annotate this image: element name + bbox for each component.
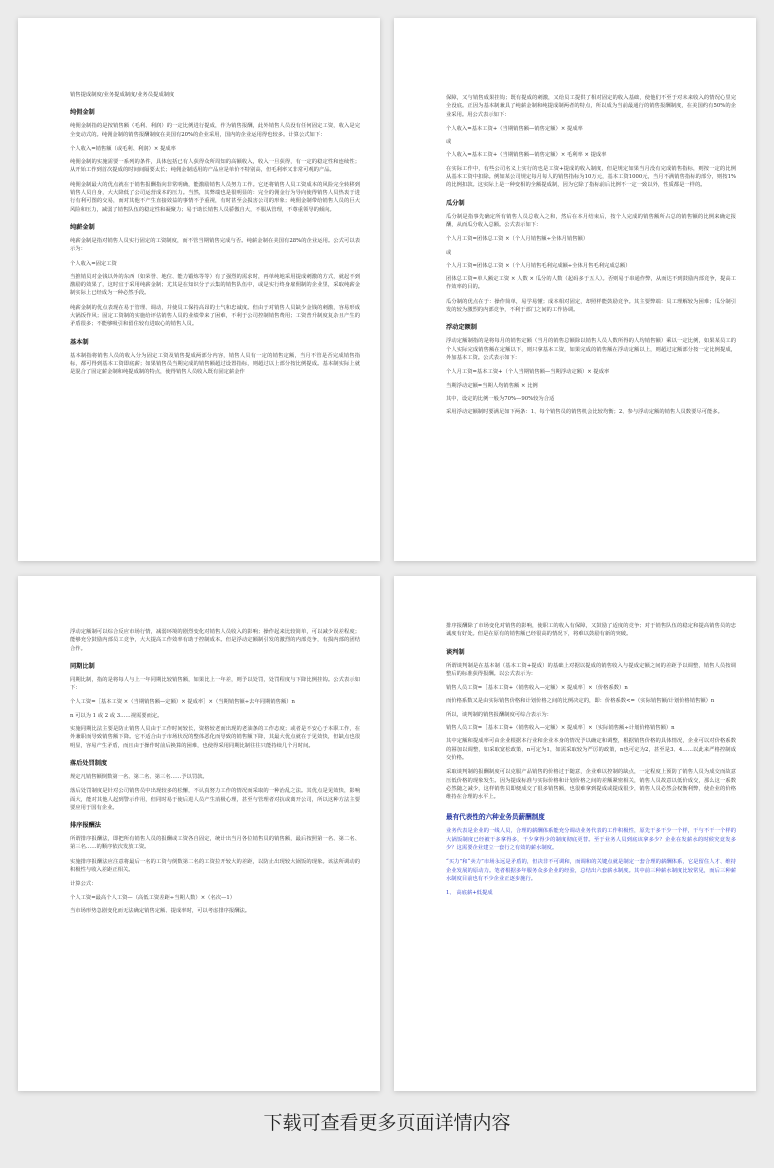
paragraph: 浮动定额制指的是将每月的销售定额（当月的销售总额除以销售人员人数所得的人均销售额）乘以一定比例，如果某员工的个人实际完成销售额在定额以下，则只拿基本工资，如果完成的销售额在浮动定额以上，则超过定额部分按一定比例提成，外加基本工资。公式表示如下： [446,338,736,361]
paragraph: 规定凡销售额倒数第一名、第二名、第三名……予以罚款。 [70,773,208,780]
formula-line: 个人收入=基本工资+（当期销售额—销售定额）× 提成率 [446,125,583,132]
page-4-content [446,622,736,903]
document-page-1 [18,18,380,561]
formula-line: 个人收入=销售额（或毛利、利润）× 提成率 [70,145,176,152]
section-heading: 同期比制 [70,662,95,670]
paragraph: 所谓排序报酬法，即把所有销售人员的报酬或工资各自固定，统计出当月各位销售员的销售额，最后按照第一名、第二名、第三名……的顺序依次发放工资。 [70,836,360,851]
formula-line: 个人月工资=团体总工资 ×（个人月销售毛利完成额÷全体月售毛利完成总额） [446,262,631,269]
section-heading: 落后处罚制度 [70,759,108,767]
section-heading: 最有代表性的六种业务员薪酬制度 [446,813,545,822]
page-2-content [446,94,736,422]
document-page-3 [18,576,380,1091]
paragraph: 瓜分制是指事先确定所有销售人员总收入之和，然后在本月结束后，按个人完成的销售额所占总的销售额的比例来确定报酬，从而瓜分收入总额。公式表示如下： [446,213,736,228]
paragraph: 排序报酬除了市场变化对销售的影响，使职工的收入有保障，又鼓励了适度的竞争；对于销售队伍的稳定和提高销售员的忠诚度有好处。但是在原有的销售额已经很高的情况下，将难以鼓励有新的突破。 [446,623,736,638]
formula-line: 所以，谈判制的销售报酬制度可综合表示为： [446,711,552,718]
section-heading: 纯薪金制 [70,223,95,231]
formula-line: 或 [446,139,452,146]
formula-line: 销售人员工资=［基本工资+（销售收入—定额）× 提成率］×（价格系数）n [446,685,628,692]
formula-line: 个人月工资=团体总工资 ×（个人月销售额÷全体月销售额） [446,236,589,243]
paragraph: 业务代表是企业的一线人员，合理的薪酬体系能充分调动业务代表的工作积极性，原先干多干少一个样，干与不干一个样的大锅饭制度已经被干多拿得多，干少拿得少的制度彻底更替。至于业务人员到底该拿多少？企业在发薪水的时候究竟发多少？这需要企业建立一套行之有效的薪水制度。 [446,828,736,852]
paragraph: 落后处罚制度是针对公司销售员中出现较多的松懈，不认真努力工作的情况而采取的一种治乱之法。其优点是见效快，影响面大，能对其他人起到警示作用，但同时易于使后进人员产生消极心理，甚至与管理者对抗或离开公司，所以这种方法主要要应用于国有企业。 [70,788,360,811]
formula-line: 计算公式： [70,881,97,888]
paragraph: 销售提成制度/业务提成制度/业务员提成制度 [70,92,175,98]
paragraph: “买力”和“卖力”市场永远是矛盾的，但决非不可调和，而调和的关键点就是制定一套合理的薪酬体系，它是留住人才、维持企业发展的原动力。笔者根据多年服务众多企业的经验，总结出六套薪水制度。其中前三种薪水制度比较常见，而后三种薪水制度目前也有不少企业正逐步施行。 [446,859,736,882]
formula-line: 个人收入=固定工资 [70,260,117,267]
paragraph: 采取谈判制的报酬制度可以克服产品销售的价格过于随意，企业难以控制的缺点，一定程度上预防了销售人员为成交而故意压低价格的现象发生。因为提成标准与实际价格和计划价格之间的差额紧密相关，销售人员故意以低价成交，那么这一系数必然随之减少，这样销售员即便成交了很多销售额，也很难拿到提成或提成很少，销售人员必然会权衡利弊，使企业的价格维持在合理的水平上。 [446,769,736,801]
formula-line: 当期浮动定额=当期人均销售额 × 比例 [446,382,538,389]
section-heading: 纯佣金制 [70,109,95,117]
paragraph: 同期比制，指的是将每人与上一年同期比较销售额，如果比上一年差，则予以处罚，处罚程度与下降比例挂钩。公式表示如下： [70,676,360,692]
document-page-2 [394,18,756,561]
formula-line: 其中，设定的比例一般为70%—90%较为合适 [446,395,555,402]
section-heading: 基本制 [70,338,89,346]
section-heading: 浮动定额制 [446,324,477,332]
paragraph: 实施同期比法主要是防止销售人员由于工作时间较长，资格较老而出现的老油条的工作态度；或者是不安心于本职工作，在外兼职而导致销售额下降。它不适合由于市场状况的整体恶化而导致的销售额下降，其最大优点就在于见效快，但缺点也很明显，容易产生矛盾，而且由于操作时前后换算的困难，也使得采用同期比制往往只能持续几个月时间。 [70,726,360,749]
paragraph: 纯佣金制的实施需要一系列的条件，具体包括已有人获得众所周知的高额收入，收入一旦获得，有一定的稳定性和连续性；从开始工作到首次提成的时间间隔要太长；纯佣金制适用的产品应是单价不特别高，但毛利率又非常可观的产品。 [70,159,360,174]
paragraph: 保障，又与销售成果挂钩；既有提成的刺激，又给员工提供了相对固定的收入基础，使他们不至于对未来收入的情况心里完全没底。正因为基本制兼具了纯薪金制和纯提成制两者的特点，所以成为当前最通行的销售报酬制度，在美国约有50%的企业采用。用公式表示如下： [446,95,736,118]
paragraph: 当市场形势急剧变化而无法确定销售定额、提成率时，可以考虑排序报酬法。 [70,907,251,914]
paragraph: 所谓谈判制是在基本制（基本工资+提成）的基础上对据以提成的销售收入与提成定额之间的差距予以调整，销售人员按调整后的标准获得报酬。以公式表示为： [446,662,736,677]
paragraph: 纯佣金制最大的优点就在于销售报酬指向非常明确，能激励销售人员努力工作。它还将销售人员工资成本的风险完全转移到销售人员自身，大大降低了公司运营成本的压力。当然，其弊端也是很明显的：完全的佣金行为导向使得销售人员热衷于进行有利可图的交易，而对其他不产生直接效益的事情不予重视，有时甚至会损害公司的形象；纯佣金制带给销售人员的巨大风险和压力，减弱了销售队伍的稳定性和凝聚力；易于助长销售人员骄傲自大，不服从管理，不尊重领导的倾向。 [70,181,360,213]
formula-line: 个人月工资=基本工资+（个人当期销售额—当期浮动定额）× 提成率 [446,369,610,376]
formula-line: 1、 高底薪+低提成 [446,890,493,897]
formula-line: 个人收入=基本工资+（当期销售额—销售定额）× 毛利率 × 提成率 [446,152,607,159]
section-heading: 谈判制 [446,648,465,656]
formula-line: n 可以为 1 或 2 或 3……视需要而定。 [70,712,163,719]
page-1-content [70,91,360,383]
paragraph: 当推销员对金钱以外的东西（如荣誉、地位、能力锻炼等等）有了强烈的需求时，再单纯地采用提成刺激的方式，就起不到激励的效果了，这时宜于采用纯薪金制；尤其是在知识分子云集的销售队伍中，或是实行终身雇佣制的企业里，采取纯薪金制实际上已经成为一种必然手段。 [70,273,360,297]
paragraph: 实施排序报酬法应注意将最后一名的工资与倒数第二名的工资拉开较大的差距，以防止出现较大锅饭的现象。该法所调动的积极性与收入差距正相关。 [70,858,360,874]
download-caption[interactable]: 下载可查看更多页面详情内容 [263,1112,511,1134]
formula-line: 个人工资=［基本工资 ×（当期销售额—定额）× 提成率］×（当期销售额÷去年同期销售额）n [70,699,295,706]
paragraph: 采用浮动定额制时要满足如下两条：1、每个销售员的销售机会比较均衡；2、参与浮动定额的销售人员数要尽可能多。 [446,409,723,416]
paragraph: 在实际工作中，有些公司名义上实行的也是工资+提成的收入制度，但是规定如果当月没有完成销售指标，则按一定的比例从基本工资中扣除。例如某公司规定每月每人的销售指标为10万元，基本工资1000元，当月不满销售指标的部分，则按1%的比例扣款。这实际上是一种变相的全额提成制，因为它除了指标前后比例不一定一致以外，性质都是一样的。 [446,165,736,189]
page-3-content [70,628,360,921]
formula-line: 而价格系数又是由实际销售价格和计划价格之间的比例决定的，即：价格系数<=（实际销售额/计划价格销售额）n [446,698,715,705]
section-heading: 排序报酬法 [70,822,101,830]
document-page-4 [394,576,756,1091]
paragraph: 纯佣金制指的是按销售额（毛利、利润）的一定比例进行提成，作为销售报酬，此外销售人员没有任何固定工资，收入是完全变动式的。纯佣金制的销售报酬制度在美国有20%的企业采用，国内的企业运用得也较多。计算公式如下： [70,123,360,138]
paragraph: 纯薪金制是指对销售人员实行固定的工资制度，而不管当期销售完成与否。纯薪金制在美国有28%的企业运用。公式可以表示为： [70,237,360,253]
paragraph: 纯薪金制的优点表现在易于管理、调动，并使员工保持高昂的士气和忠诚度。但由于对销售人员缺少金钱的刺激，容易形成大锅饭作风；固定工资制的实施给评估销售人员的业绩带来了困难，不利于公司控制销售费用；工资普升制度复杂且产生的矛盾很多；不能够吸引和留住较有进取心的销售人员。 [70,304,360,328]
formula-line: 个人工资=最高个人工资—（高低工资差距÷当期人数）×（名次—1） [70,894,235,901]
section-heading: 瓜分制 [446,199,465,207]
paragraph: 团体总工资=单人额定工资 × 人数 × 瓜分的人数（起码多于五人）。否则易于串通作弊，从而达不到鼓励内部竞争，提高工作效率的目的。 [446,276,736,291]
paragraph: 瓜分制的优点在于：操作简单，易学易懂；成本相对固定，却照样能鼓励竞争。其主要弊端：员工理解较为困难；瓜分制引发的较为激烈的内部竞争，不利于部门之间的工作协调。 [446,298,736,314]
formula-line: 或 [446,249,452,256]
formula-line: 销售人员工资=［基本工资+（销售收入—定额）× 提成率］×（实际销售额÷计划价格销售额）n [446,725,675,732]
paragraph: 其中定额和提成率可由企业根据本行业和企业本身的情况予以确定和调整，根据销售价格的具体情况，企业可以对价格系数的幂加以调整，如采取宽松政策，n可定为1，如需采取较为严厉的政策，n也可定为2，甚至是3、4……以此来严格控制成交价格。 [446,738,736,761]
paragraph: 基本制指将销售人员的收入分为固定工资及销售提成两部分内容，销售人员有一定的销售定额，当月不管是否完成销售指标，都可得到基本工资即底薪；如果销售员当期完成的销售额超过设置指标，则超过以上部分按比例提成。基本制实际上就是混合了固定薪金制和纯提成制的特点，使得销售人员收入既有固定薪金作 [70,352,360,376]
paragraph: 浮动定额制可以综合反应市场行情，减弱环境的剧烈变化对销售人员收入的影响；操作起来比较简单，可以减少误差程度；能够充分鼓励内部员工竞争，大大提高工作效率有助于控制成本。但是浮动定额制引发的激烈的内部竞争，有损内部的团结合作。 [70,629,360,652]
